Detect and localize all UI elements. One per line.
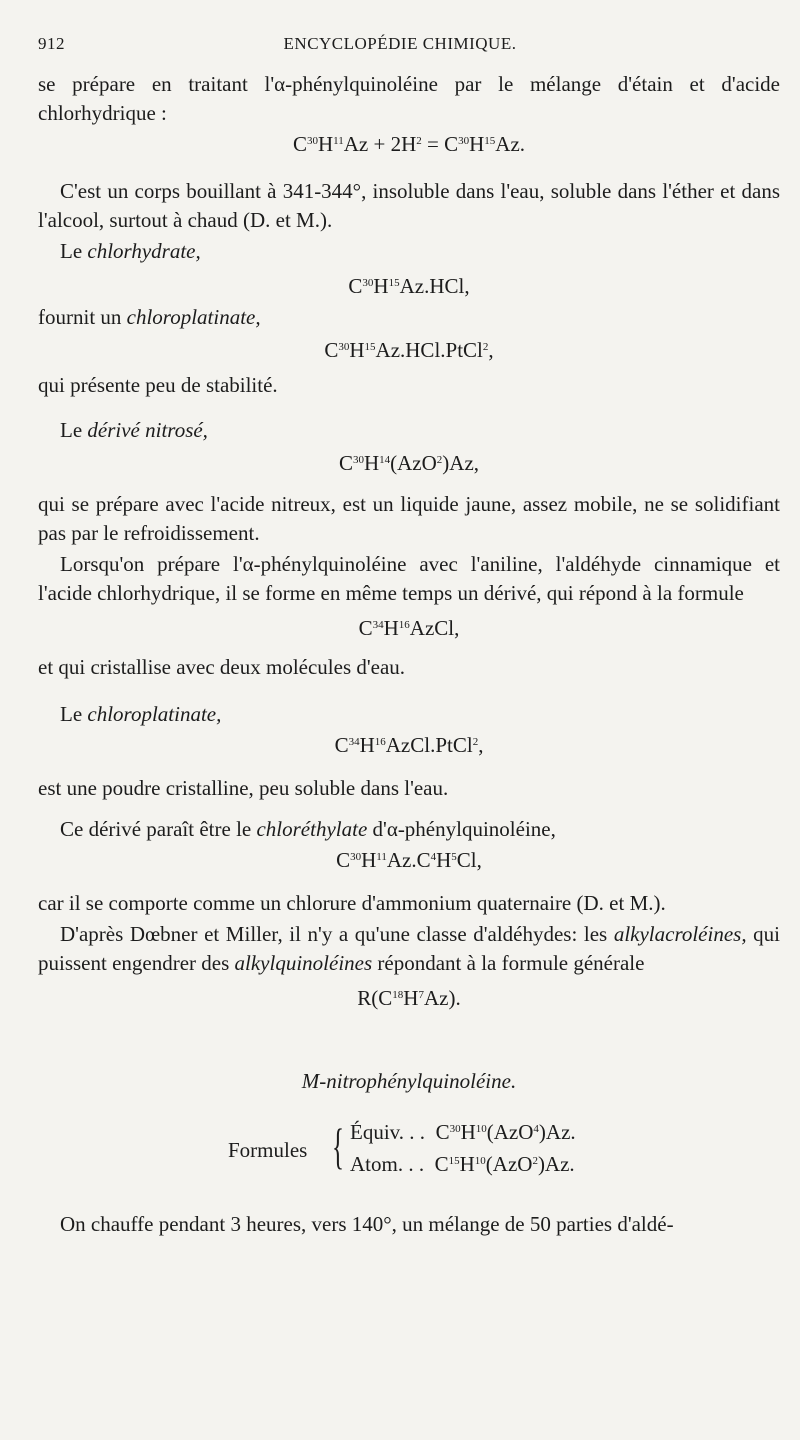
- formula-chlorhydrate: $C^{30}H^{15}Az.HCl$,: [348, 274, 470, 298]
- running-title: ENCYCLOPÉDIE CHIMIQUE.: [283, 34, 517, 53]
- paragraph-14: D'après Dœbner et Miller, il n'y a qu'une classe d'aldéhydes: les alkylacroléines, qui puissent engendrer des alkylquinoléines répondant à la formule générale: [38, 922, 780, 975]
- paragraph-9: et qui cristallise avec deux molécules d'eau.: [38, 655, 406, 679]
- paragraph-5: qui présente peu de stabilité.: [38, 373, 278, 397]
- page-body: [38, 70, 780, 1239]
- paragraph-15: On chauffe pendant 3 heures, vers 140°, un mélange de 50 parties d'aldé-: [60, 1212, 674, 1236]
- term-chloroplatinate-2: chloroplatinate,: [87, 702, 222, 726]
- paragraph-3: Le chlorhydrate,: [60, 239, 201, 263]
- paragraph-2: C'est un corps bouillant à 341-344°, insoluble dans l'eau, soluble dans l'éther et dans l'alcool, surtout à chaud (D. et M.).: [38, 179, 780, 232]
- formula-nitrose: $C^{30}H^{14}(AzO^2)Az$,: [338, 451, 480, 475]
- page-header: [38, 34, 762, 58]
- formules-label: Formules: [228, 1138, 308, 1162]
- term-chloroplatinate: chloroplatinate,: [126, 305, 261, 329]
- formula-atom: Atom. . . $C^{15}H^{10}(AzO^2)Az$.: [350, 1152, 575, 1176]
- formula-chloroplatinate-2: $C^{34}H^{16}AzCl.PtCl^2$,: [334, 733, 484, 757]
- paragraph-10: Le chloroplatinate,: [60, 702, 222, 726]
- paragraph-13: car il se comporte comme un chlorure d'ammonium quaternaire (D. et M.).: [38, 891, 666, 915]
- paragraph-1: se prépare en traitant l'α-phénylquinoléine par le mélange d'étain et d'acide chlorhydrique :: [38, 72, 780, 125]
- section-title: M-nitrophénylquinoléine.: [301, 1069, 517, 1093]
- formula-general: $R(C^{18}H^7Az)$.: [357, 986, 461, 1010]
- brace-icon: {: [332, 1118, 344, 1174]
- term-chlorhydrate: chlorhydrate,: [87, 239, 201, 263]
- formula-chlorethylate: $C^{30}H^{11}Az.C^4H^5Cl$,: [336, 848, 482, 872]
- paragraph-8: Lorsqu'on prépare l'α-phénylquinoléine avec l'aniline, l'aldéhyde cinnamique et l'acide chlorhydrique, il se forme en même temps un dérivé, qui répond à la formule: [38, 552, 780, 605]
- term-alkylquinoleines: alkylquinoléines: [234, 951, 373, 975]
- formulas-block: [38, 1114, 780, 1186]
- paragraph-6: Le dérivé nitrosé,: [60, 418, 208, 442]
- page-number: 912: [38, 34, 65, 53]
- term-alkylacroleines: alkylacroléines,: [613, 922, 747, 946]
- term-chlorethylate: chloréthylate: [256, 817, 368, 841]
- paragraph-12: Ce dérivé paraît être le chloréthylate d'α-phénylquinoléine,: [60, 817, 556, 841]
- formula-reduction: $C^{30}H^{11}Az + 2H^2 = C^{30}H^{15}Az$.: [292, 132, 526, 156]
- paragraph-7: qui se prépare avec l'acide nitreux, est un liquide jaune, assez mobile, ne se solidifiant pas par le refroidissement.: [38, 492, 780, 545]
- formula-chloroplatinate: $C^{30}H^{15}Az.HCl.PtCl^2$,: [324, 338, 494, 362]
- formula-equiv: Équiv. . . $C^{30}H^{10}(AzO^4)Az$.: [350, 1120, 576, 1144]
- term-derive-nitrose: dérivé nitrosé,: [87, 418, 208, 442]
- paragraph-11: est une poudre cristalline, peu soluble dans l'eau.: [38, 776, 449, 800]
- formula-c34: $C^{34}H^{16}AzCl$,: [358, 616, 460, 640]
- paragraph-4: fournit un chloroplatinate,: [38, 305, 261, 329]
